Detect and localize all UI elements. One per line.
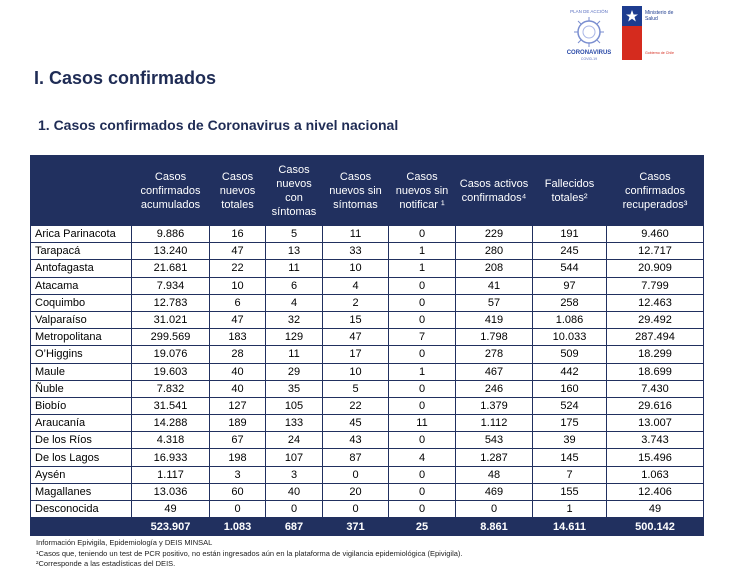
value-cell: 1.112 (456, 415, 533, 432)
value-cell: 1 (533, 501, 607, 518)
value-cell: 189 (210, 415, 266, 432)
value-cell: 0 (389, 432, 456, 449)
region-cell: Tarapacá (31, 243, 132, 260)
value-cell: 45 (323, 415, 389, 432)
value-cell: 31.021 (132, 311, 210, 328)
table-row (31, 226, 704, 243)
region-cell (31, 518, 132, 536)
table-row (31, 260, 704, 277)
footnotes (36, 538, 463, 570)
region-cell: Metropolitana (31, 329, 132, 346)
region-cell: Atacama (31, 277, 132, 294)
value-cell: 1.083 (210, 518, 266, 536)
header-confirmados-recuperados: Casos confirmados recuperados³ (607, 156, 704, 226)
cases-table (30, 155, 704, 536)
value-cell: 15.496 (607, 449, 704, 466)
value-cell: 14.611 (533, 518, 607, 536)
value-cell: 5 (266, 226, 323, 243)
value-cell: 0 (456, 501, 533, 518)
value-cell: 0 (389, 466, 456, 483)
value-cell: 3.743 (607, 432, 704, 449)
table-header-row (31, 156, 704, 226)
value-cell: 7.832 (132, 380, 210, 397)
value-cell: 105 (266, 397, 323, 414)
value-cell: 7.430 (607, 380, 704, 397)
region-cell: De los Lagos (31, 449, 132, 466)
value-cell: 0 (389, 501, 456, 518)
value-cell: 14.288 (132, 415, 210, 432)
value-cell: 258 (533, 294, 607, 311)
value-cell: 0 (389, 226, 456, 243)
region-cell: Araucanía (31, 415, 132, 432)
value-cell: 175 (533, 415, 607, 432)
value-cell: 40 (210, 363, 266, 380)
table-row (31, 483, 704, 500)
value-cell: 13.036 (132, 483, 210, 500)
header-nuevos-totales: Casos nuevos totales (210, 156, 266, 226)
value-cell: 1 (389, 260, 456, 277)
value-cell: 35 (266, 380, 323, 397)
svg-text:COVID-19: COVID-19 (580, 57, 598, 61)
value-cell: 0 (389, 397, 456, 414)
value-cell: 4 (323, 277, 389, 294)
value-cell: 13 (266, 243, 323, 260)
value-cell: 3 (266, 466, 323, 483)
value-cell: 49 (132, 501, 210, 518)
value-cell: 9.886 (132, 226, 210, 243)
value-cell: 19.076 (132, 346, 210, 363)
value-cell: 47 (210, 311, 266, 328)
table-row (31, 311, 704, 328)
header-nuevos-sin-notificar: Casos nuevos sin notificar ¹ (389, 156, 456, 226)
subsection-title: 1. Casos confirmados de Coronavirus a nivel nacional (38, 117, 399, 133)
value-cell: 544 (533, 260, 607, 277)
value-cell: 371 (323, 518, 389, 536)
value-cell: 17 (323, 346, 389, 363)
value-cell: 15 (323, 311, 389, 328)
value-cell: 7 (533, 466, 607, 483)
value-cell: 245 (533, 243, 607, 260)
value-cell: 39 (533, 432, 607, 449)
table-row (31, 346, 704, 363)
region-cell: Aysén (31, 466, 132, 483)
ministerio-salud-logo (622, 6, 684, 60)
region-cell: Ñuble (31, 380, 132, 397)
value-cell: 191 (533, 226, 607, 243)
svg-text:Ministerio de: Ministerio de (645, 10, 674, 16)
value-cell: 12.463 (607, 294, 704, 311)
value-cell: 10.033 (533, 329, 607, 346)
value-cell: 198 (210, 449, 266, 466)
region-cell: Magallanes (31, 483, 132, 500)
table-row (31, 243, 704, 260)
value-cell: 16.933 (132, 449, 210, 466)
region-cell: Valparaíso (31, 311, 132, 328)
table-row (31, 432, 704, 449)
value-cell: 133 (266, 415, 323, 432)
region-cell: De los Ríos (31, 432, 132, 449)
value-cell: 469 (456, 483, 533, 500)
value-cell: 467 (456, 363, 533, 380)
value-cell: 20 (323, 483, 389, 500)
value-cell: 40 (266, 483, 323, 500)
value-cell: 0 (323, 501, 389, 518)
region-cell: Arica Parinacota (31, 226, 132, 243)
header-confirmados-acumulados: Casos confirmados acumulados (132, 156, 210, 226)
value-cell: 183 (210, 329, 266, 346)
section-title: I. Casos confirmados (34, 68, 217, 88)
value-cell: 0 (389, 294, 456, 311)
value-cell: 523.907 (132, 518, 210, 536)
value-cell: 22 (210, 260, 266, 277)
value-cell: 0 (210, 501, 266, 518)
svg-text:CORONAVIRUS: CORONAVIRUS (566, 50, 612, 56)
header-region (31, 156, 132, 226)
value-cell: 7.799 (607, 277, 704, 294)
region-cell: O’Higgins (31, 346, 132, 363)
value-cell: 8.861 (456, 518, 533, 536)
table-row (31, 449, 704, 466)
footnote-source: Información Epivigila, Epidemiología y DEIS MINSAL (36, 538, 213, 547)
table-row (31, 363, 704, 380)
value-cell: 19.603 (132, 363, 210, 380)
value-cell: 3 (210, 466, 266, 483)
value-cell: 13.007 (607, 415, 704, 432)
value-cell: 18.699 (607, 363, 704, 380)
value-cell: 25 (389, 518, 456, 536)
value-cell: 1 (389, 363, 456, 380)
value-cell: 229 (456, 226, 533, 243)
value-cell: 246 (456, 380, 533, 397)
region-cell: Maule (31, 363, 132, 380)
value-cell: 160 (533, 380, 607, 397)
value-cell: 2 (323, 294, 389, 311)
value-cell: 6 (266, 277, 323, 294)
value-cell: 9.460 (607, 226, 704, 243)
value-cell: 12.783 (132, 294, 210, 311)
value-cell: 13.240 (132, 243, 210, 260)
value-cell: 1.063 (607, 466, 704, 483)
value-cell: 524 (533, 397, 607, 414)
value-cell: 500.142 (607, 518, 704, 536)
region-cell: Desconocida (31, 501, 132, 518)
table-row (31, 294, 704, 311)
value-cell: 287.494 (607, 329, 704, 346)
value-cell: 40 (210, 380, 266, 397)
value-cell: 5 (323, 380, 389, 397)
value-cell: 87 (323, 449, 389, 466)
value-cell: 60 (210, 483, 266, 500)
value-cell: 6 (210, 294, 266, 311)
value-cell: 28 (210, 346, 266, 363)
value-cell: 687 (266, 518, 323, 536)
value-cell: 10 (323, 363, 389, 380)
svg-text:Salud: Salud (645, 16, 658, 22)
table-row (31, 277, 704, 294)
value-cell: 47 (323, 329, 389, 346)
value-cell: 33 (323, 243, 389, 260)
value-cell: 20.909 (607, 260, 704, 277)
value-cell: 43 (323, 432, 389, 449)
table-row (31, 415, 704, 432)
footnote-2: ²Corresponde a las estadísticas del DEIS. (36, 559, 176, 568)
table-row (31, 329, 704, 346)
value-cell: 1.379 (456, 397, 533, 414)
svg-text:PLAN DE ACCIÓN: PLAN DE ACCIÓN (570, 9, 608, 14)
value-cell: 299.569 (132, 329, 210, 346)
value-cell: 1 (389, 243, 456, 260)
value-cell: 49 (607, 501, 704, 518)
value-cell: 509 (533, 346, 607, 363)
value-cell: 0 (389, 380, 456, 397)
table-row (31, 466, 704, 483)
value-cell: 18.299 (607, 346, 704, 363)
value-cell: 32 (266, 311, 323, 328)
value-cell: 24 (266, 432, 323, 449)
header-fallecidos-totales: Fallecidos totales² (533, 156, 607, 226)
value-cell: 7.934 (132, 277, 210, 294)
value-cell: 0 (389, 483, 456, 500)
header-activos-confirmados: Casos activos confirmados⁴ (456, 156, 533, 226)
value-cell: 67 (210, 432, 266, 449)
value-cell: 145 (533, 449, 607, 466)
value-cell: 4 (389, 449, 456, 466)
value-cell: 22 (323, 397, 389, 414)
table-row (31, 397, 704, 414)
plan-accion-coronavirus-logo (561, 6, 617, 62)
region-cell: Coquimbo (31, 294, 132, 311)
value-cell: 29.492 (607, 311, 704, 328)
value-cell: 12.406 (607, 483, 704, 500)
value-cell: 16 (210, 226, 266, 243)
value-cell: 1.798 (456, 329, 533, 346)
value-cell: 107 (266, 449, 323, 466)
value-cell: 29.616 (607, 397, 704, 414)
value-cell: 0 (389, 311, 456, 328)
table-body (31, 226, 704, 536)
value-cell: 543 (456, 432, 533, 449)
value-cell: 97 (533, 277, 607, 294)
region-cell: Antofagasta (31, 260, 132, 277)
value-cell: 12.717 (607, 243, 704, 260)
value-cell: 11 (389, 415, 456, 432)
table-row (31, 380, 704, 397)
value-cell: 1.287 (456, 449, 533, 466)
value-cell: 1.086 (533, 311, 607, 328)
value-cell: 0 (323, 466, 389, 483)
header-nuevos-sin-sintomas: Casos nuevos sin síntomas (323, 156, 389, 226)
value-cell: 31.541 (132, 397, 210, 414)
value-cell: 4.318 (132, 432, 210, 449)
value-cell: 208 (456, 260, 533, 277)
value-cell: 155 (533, 483, 607, 500)
value-cell: 280 (456, 243, 533, 260)
value-cell: 419 (456, 311, 533, 328)
svg-text:Gobierno de Chile: Gobierno de Chile (645, 51, 674, 55)
header-nuevos-con-sintomas: Casos nuevos con síntomas (266, 156, 323, 226)
value-cell: 57 (456, 294, 533, 311)
value-cell: 41 (456, 277, 533, 294)
value-cell: 4 (266, 294, 323, 311)
value-cell: 11 (323, 226, 389, 243)
value-cell: 129 (266, 329, 323, 346)
value-cell: 10 (323, 260, 389, 277)
value-cell: 11 (266, 346, 323, 363)
value-cell: 48 (456, 466, 533, 483)
value-cell: 47 (210, 243, 266, 260)
total-row (31, 518, 704, 536)
value-cell: 278 (456, 346, 533, 363)
table-row (31, 501, 704, 518)
value-cell: 0 (389, 346, 456, 363)
value-cell: 0 (266, 501, 323, 518)
value-cell: 7 (389, 329, 456, 346)
value-cell: 21.681 (132, 260, 210, 277)
value-cell: 10 (210, 277, 266, 294)
footnote-1: ¹Casos que, teniendo un test de PCR positivo, no están ingresados aún en la plataforma de vigilancia epidemiológica (Epivigila). (36, 548, 463, 558)
value-cell: 0 (389, 277, 456, 294)
value-cell: 1.117 (132, 466, 210, 483)
value-cell: 11 (266, 260, 323, 277)
region-cell: Biobío (31, 397, 132, 414)
value-cell: 442 (533, 363, 607, 380)
value-cell: 29 (266, 363, 323, 380)
value-cell: 127 (210, 397, 266, 414)
